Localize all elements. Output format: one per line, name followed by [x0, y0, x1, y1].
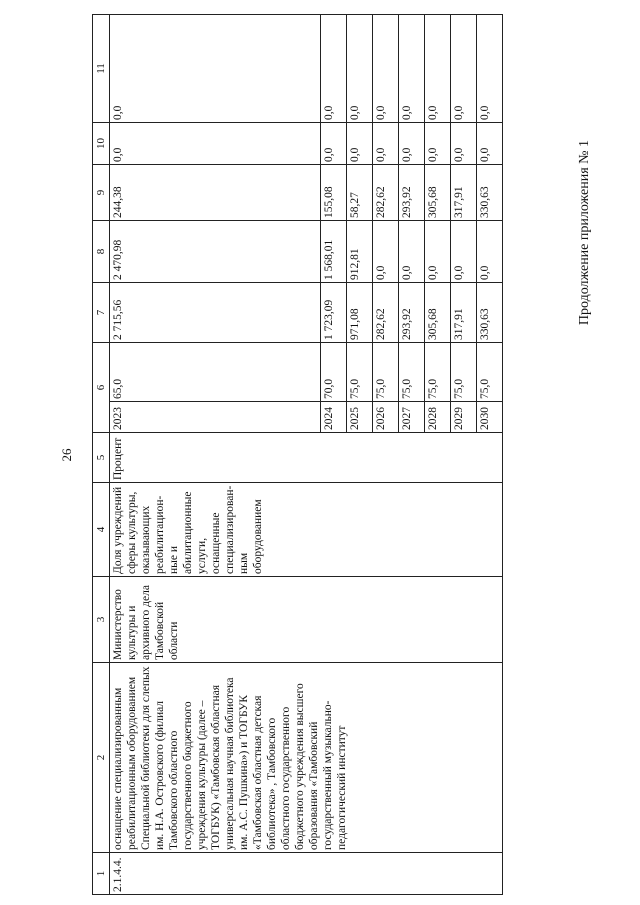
value: 2 715,56 — [110, 283, 321, 342]
year-target-cell — [110, 343, 503, 433]
col9-cell — [110, 165, 503, 221]
value: 282,62 — [373, 283, 399, 342]
target: 75,0 — [451, 343, 477, 402]
value: 0,0 — [479, 147, 491, 162]
col9-values — [110, 165, 502, 220]
value: 305,68 — [425, 283, 451, 342]
value: 971,08 — [347, 283, 373, 342]
col7-values — [110, 283, 502, 342]
target: 75,0 — [399, 343, 425, 402]
value: 317,91 — [451, 283, 477, 342]
value: 305,68 — [425, 165, 451, 220]
year: 2025 — [347, 402, 373, 433]
value: 1 568,01 — [321, 221, 347, 282]
value: 0,0 — [399, 221, 425, 282]
year: 2029 — [451, 402, 477, 433]
row-measure: оснащение специализированным реабилитационным оборудованием Специальной библиотеки для слепых им. Н.А. Островского (филиал Тамбовского областного государственного бюджетного учреждения культуры (далее – ТОГБУК) «Тамбовская областная универсальная научная библиотека им. А.С. Пушкина») и ТОГБУК «Тамбовская областная детская библиотека» , Тамбовского областного государственного бюджетного учреждения высшего образования «Тамбовский государственный музыкально-педагогический институт — [110, 663, 503, 853]
value: 912,81 — [347, 221, 373, 282]
value: 0,0 — [479, 265, 491, 280]
value: 0,0 — [399, 15, 425, 122]
value: 0,0 — [373, 123, 399, 164]
appendix-continuation-label: Продолжение приложения № 1 — [577, 140, 592, 326]
year: 2026 — [373, 402, 399, 433]
col7-cell — [110, 283, 503, 343]
value: 0,0 — [425, 123, 451, 164]
col-number: 7 — [93, 283, 110, 343]
col-number: 9 — [93, 165, 110, 221]
rotated-table-container — [92, 15, 564, 895]
target: 70,0 — [321, 343, 347, 402]
year: 2030 — [477, 402, 503, 433]
year-target-table — [110, 343, 502, 432]
col10-cell — [110, 123, 503, 165]
row-unit: Процент — [110, 433, 503, 483]
value: 2 470,98 — [110, 221, 321, 282]
target: 75,0 — [373, 343, 399, 402]
column-number-row — [93, 15, 110, 895]
row-executor: Министерство культуры и архивного дела Тамбовской области — [110, 577, 503, 663]
value: 0,0 — [373, 221, 399, 282]
value: 317,91 — [451, 165, 477, 220]
value: 0,0 — [399, 123, 425, 164]
col-number: 4 — [93, 483, 110, 577]
col-number: 2 — [93, 663, 110, 853]
value: 0,0 — [451, 123, 477, 164]
table-row — [110, 15, 503, 895]
col11-values — [110, 15, 502, 122]
value: 155,08 — [321, 165, 347, 220]
value: 1 723,09 — [321, 283, 347, 342]
year: 2027 — [399, 402, 425, 433]
value: 0,0 — [347, 15, 373, 122]
value: 0,0 — [451, 15, 477, 122]
value: 330,63 — [479, 186, 491, 218]
page-number: 26 — [59, 448, 74, 462]
value: 0,0 — [110, 15, 321, 122]
value: 0,0 — [451, 221, 477, 282]
target: 75,0 — [479, 378, 491, 399]
value: 282,62 — [373, 165, 399, 220]
target: 75,0 — [425, 343, 451, 402]
value: 330,63 — [479, 308, 491, 340]
year: 2028 — [425, 402, 451, 433]
value: 0,0 — [321, 15, 347, 122]
target: 75,0 — [347, 343, 373, 402]
col-number: 1 — [93, 853, 110, 895]
value: 0,0 — [425, 221, 451, 282]
value: 58,27 — [347, 165, 373, 220]
year: 2023 — [110, 402, 321, 433]
col-number: 3 — [93, 577, 110, 663]
value: 244,38 — [110, 165, 321, 220]
value: 0,0 — [479, 105, 491, 120]
row-code: 2.1.4.4. — [110, 853, 503, 895]
year: 2024 — [321, 402, 347, 433]
col-number: 6 — [93, 343, 110, 433]
col10-values — [110, 123, 502, 164]
col8-cell — [110, 221, 503, 283]
col-number: 5 — [93, 433, 110, 483]
value: 0,0 — [347, 123, 373, 164]
value: 293,92 — [399, 165, 425, 220]
target: 65,0 — [110, 343, 321, 402]
col-number: 11 — [93, 15, 110, 123]
value: 0,0 — [110, 123, 321, 164]
value: 293,92 — [399, 283, 425, 342]
value: 0,0 — [321, 123, 347, 164]
row-indicator: Доля учреждений сферы культуры, оказывающих реабилитацион-ные и абилитационные услуги, оснащенные специализирован-ным оборудованием — [110, 483, 503, 577]
col-number: 8 — [93, 221, 110, 283]
value: 0,0 — [373, 15, 399, 122]
measures-table — [92, 14, 503, 895]
col8-values — [110, 221, 502, 282]
col-number: 10 — [93, 123, 110, 165]
value: 0,0 — [425, 15, 451, 122]
col11-cell — [110, 15, 503, 123]
